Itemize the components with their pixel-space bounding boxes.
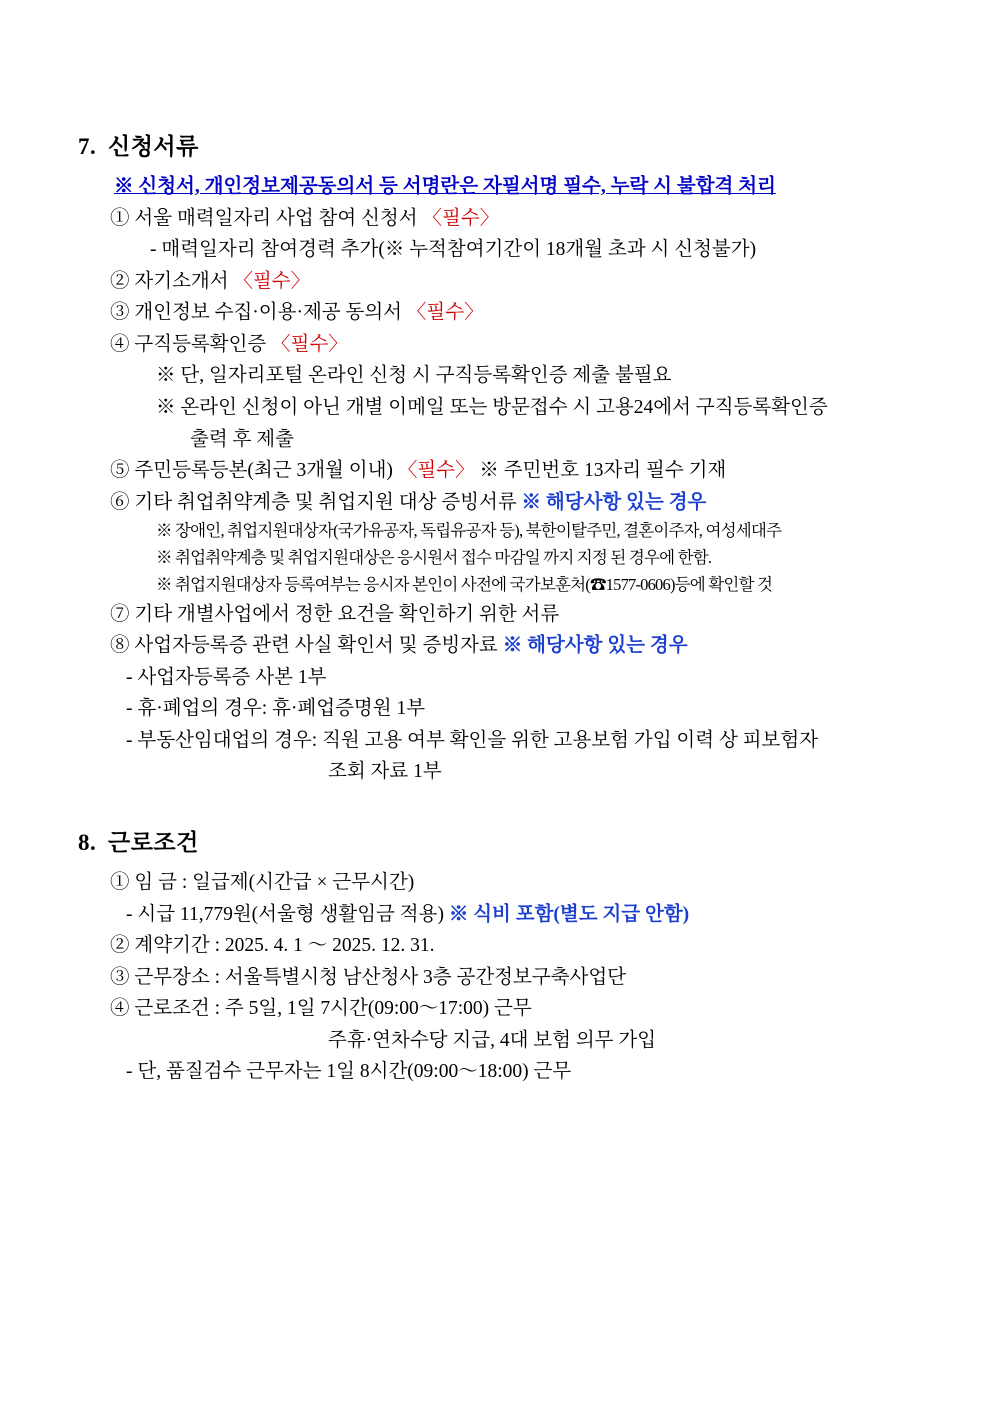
list-item-8-dash-1-marker: -: [126, 666, 133, 688]
work-item-3-marker: ③: [110, 966, 130, 988]
list-item-5-text: 주민등록등본(최근 3개월 이내): [134, 460, 398, 482]
list-item-6-tag: ※ 해당사항 있는 경우: [521, 491, 707, 513]
work-item-3-text: 근무장소 : 서울특별시청 남산청사 3층 공간정보구축사업단: [134, 966, 627, 988]
list-item-8-dash-1: [78, 662, 928, 694]
list-item-3-tag: 〈필수〉: [406, 302, 484, 324]
list-item-7-marker: ⑦: [110, 603, 130, 625]
list-item-4-tag: 〈필수〉: [271, 333, 348, 355]
list-item-4-marker: ④: [110, 333, 130, 355]
list-item-6-note-1: [78, 518, 928, 545]
list-item-6-note-2-marker: ※: [156, 548, 172, 568]
section-8-heading: [78, 824, 928, 857]
section-7: [78, 128, 928, 788]
work-item-4-marker: ④: [110, 998, 130, 1020]
list-item-3: [78, 297, 928, 329]
work-item-4: [78, 993, 928, 1025]
document-content: [78, 128, 928, 1092]
work-item-1-dash-1: [78, 899, 928, 931]
list-item-6-text: 기타 취업취약계층 및 취업지원 대상 증빙서류: [134, 491, 522, 513]
work-item-4-dash-1: [78, 1056, 928, 1088]
list-item-6-note-1-text: 장애인, 취업지원대상자(국가유공자, 독립유공자 등), 북한이탈주민, 결혼이주자, 여성세대주: [175, 521, 782, 541]
list-item-6-note-3-marker: ※: [156, 574, 172, 594]
list-item-3-text: 개인정보 수집·이용·제공 동의서: [134, 302, 407, 324]
section-7-heading: [78, 128, 928, 161]
list-item-4-note-1-text: 단, 일자리포털 온라인 신청 시 구직등록확인증 제출 불필요: [180, 365, 672, 387]
list-item-4-note-2-text: 온라인 신청이 아닌 개별 이메일 또는 방문접수 시 고용24에서 구직등록확인증: [180, 397, 828, 419]
list-item-8-tag: ※ 해당사항 있는 경우: [502, 635, 688, 657]
list-item-5-suffix: ※ 주민번호 13자리 필수 기재: [474, 460, 727, 482]
list-item-7-text: 기타 개별사업에서 정한 요건을 확인하기 위한 서류: [134, 603, 560, 625]
list-item-6-note-3: [78, 572, 928, 599]
list-item-6-note-2: [78, 545, 928, 572]
list-item-8-text: 사업자등록증 관련 사실 확인서 및 증빙자료: [134, 635, 503, 657]
list-item-6-note-2-text: 취업취약계층 및 취업지원대상은 응시원서 접수 마감일 까지 지정 된 경우에 한함.: [175, 548, 712, 568]
list-item-2-tag: 〈필수〉: [233, 270, 311, 292]
list-item-6-note-3-text: 취업지원대상자 등록여부는 응시자 본인이 사전에 국가보훈처(☎1577-0606)등에 확인할 것: [175, 574, 773, 594]
list-item-1: [78, 203, 928, 235]
section-8-title: 근로조건: [108, 829, 199, 855]
list-item-8-dash-3: [78, 725, 928, 757]
list-item-4-note-2-marker: ※: [156, 397, 176, 419]
list-item-1-marker: ①: [110, 207, 130, 229]
work-item-1-text: 임 금 : 일급제(시간급 × 근무시간): [134, 871, 415, 893]
work-item-2-text: 계약기간 : 2025. 4. 1 ～ 2025. 12. 31.: [134, 935, 435, 957]
list-item-8: [78, 630, 928, 662]
work-item-2-marker: ②: [110, 935, 130, 957]
list-item-5-marker: ⑤: [110, 460, 130, 482]
work-item-1-marker: ①: [110, 871, 130, 893]
list-item-3-marker: ③: [110, 302, 130, 324]
work-item-4-dash-1-text: 단, 품질검수 근무자는 1일 8시간(09:00～18:00) 근무: [137, 1061, 572, 1083]
list-item-1-sub-1: [78, 234, 928, 266]
list-item-8-marker: ⑧: [110, 635, 130, 657]
list-item-2: [78, 266, 928, 298]
list-item-1-sub-1-marker: -: [150, 239, 157, 261]
work-item-4-text: 근로조건 : 주 5일, 1일 7시간(09:00～17:00) 근무: [134, 998, 532, 1020]
list-item-5-tag: 〈필수〉: [397, 460, 475, 482]
list-item-4-note-2: [78, 392, 928, 424]
list-item-4-note-1-marker: ※: [156, 365, 176, 387]
list-item-8-dash-1-text: 사업자등록증 사본 1부: [137, 666, 327, 688]
work-item-1-dash-1-marker: -: [126, 903, 133, 925]
list-item-8-dash-3-text: 부동산임대업의 경우: 직원 고용 여부 확인을 위한 고용보험 가입 이력 상 피보험자: [137, 729, 819, 751]
section-8: [78, 824, 928, 1088]
list-item-4-text: 구직등록확인증: [134, 333, 272, 355]
list-item-4-note-2-continuation: 출력 후 제출: [190, 428, 294, 450]
list-item-1-sub-1-text: 매력일자리 참여경력 추가(※ 누적참여기간이 18개월 초과 시 신청불가): [161, 239, 757, 261]
work-item-2: [78, 930, 928, 962]
list-item-6-marker: ⑥: [110, 491, 130, 513]
list-item-8-dash-3-continuation: 조회 자료 1부: [328, 761, 442, 783]
work-item-1-dash-1-text: 시급 11,779원(서울형 생활임금 적용): [137, 903, 449, 925]
list-item-7: [78, 599, 928, 631]
section-7-title: 신청서류: [108, 134, 199, 159]
list-item-4-note-1: [78, 360, 928, 392]
list-item-4: [78, 329, 928, 361]
work-item-4-dash-1-marker: -: [126, 1061, 133, 1083]
list-item-5: [78, 455, 928, 487]
list-item-2-text: 자기소개서: [134, 270, 234, 292]
work-item-3: [78, 962, 928, 994]
section-7-notice: ※ 신청서, 개인정보제공동의서 등 서명란은 자필서명 필수, 누락 시 불합격 처리: [114, 176, 776, 197]
section-8-number: 8.: [78, 829, 97, 855]
list-item-6-note-1-marker: ※: [156, 521, 172, 541]
list-item-8-dash-2-marker: -: [126, 698, 133, 720]
list-item-1-tag: 〈필수〉: [422, 207, 500, 229]
list-item-8-dash-2-text: 휴·폐업의 경우: 휴·폐업증명원 1부: [137, 698, 426, 720]
work-item-1: [78, 867, 928, 899]
list-item-8-dash-2: [78, 693, 928, 725]
work-item-4-continuation: 주휴·연차수당 지급, 4대 보험 의무 가입: [328, 1029, 657, 1051]
list-item-8-dash-3-marker: -: [126, 729, 133, 751]
list-item-2-marker: ②: [110, 270, 130, 292]
list-item-6: [78, 487, 928, 519]
list-item-1-text: 서울 매력일자리 사업 참여 신청서: [134, 207, 423, 229]
work-item-1-dash-1-tag: ※ 식비 포함(별도 지급 안함): [448, 903, 690, 925]
section-7-number: 7.: [78, 134, 97, 159]
